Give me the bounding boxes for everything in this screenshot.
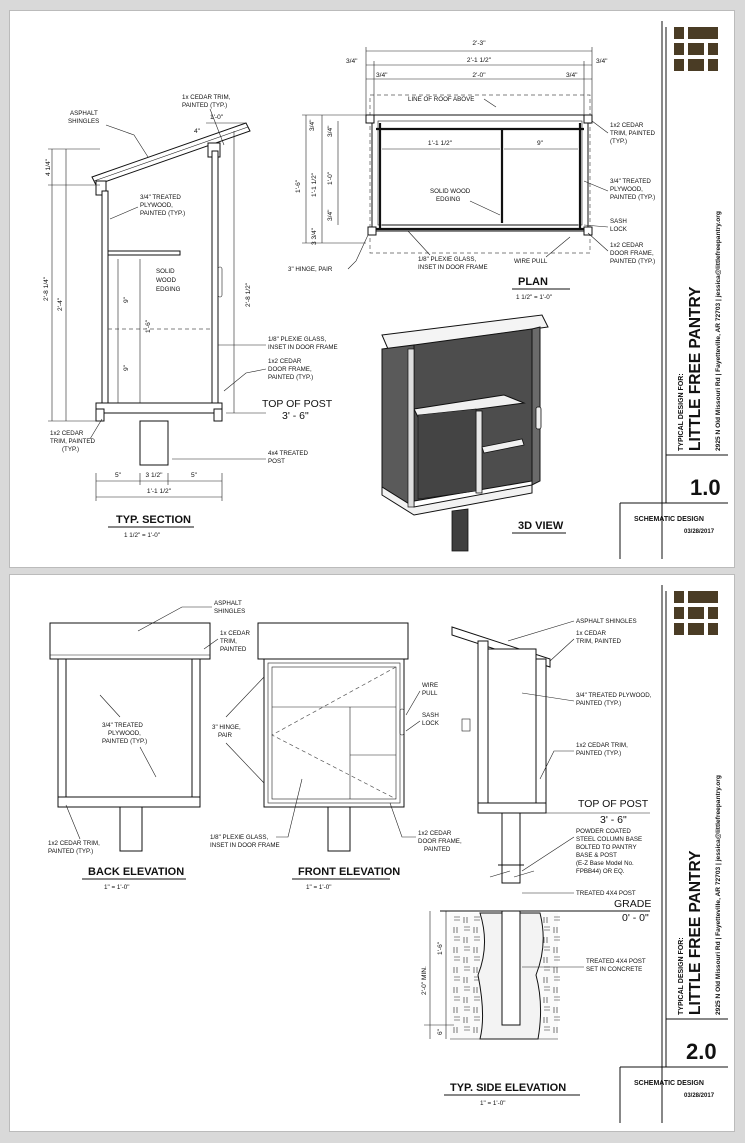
front-roof <box>258 623 408 659</box>
dim-9b: 9" <box>123 364 130 371</box>
plan-dim-2-0: 2'-0" <box>472 72 486 79</box>
dim-4-1-4: 4 1/4" <box>45 158 52 176</box>
section-post <box>140 421 168 465</box>
section-trim2-label-1: 1x2 CEDAR <box>50 430 84 437</box>
side-grade: GRADE <box>614 898 652 910</box>
section-trim-label-1: 1x CEDAR TRIM, <box>182 94 231 101</box>
front-sash-2: LOCK <box>422 720 439 727</box>
side-trim2-1: 1x2 CEDAR TRIM, <box>576 742 628 749</box>
section-shingles-label-2: SHINGLES <box>68 118 100 125</box>
plan-plywood-label-2: PLYWOOD, <box>610 186 643 193</box>
section-trim2-label-2: TRIM, PAINTED <box>50 438 95 445</box>
dim-1-1-1-2: 1'-1 1/2" <box>146 488 172 495</box>
side-shingles: ASPHALT SHINGLES <box>576 618 637 625</box>
section-top-of-post-value: 3' - 6" <box>282 410 309 422</box>
dim-5b: 5" <box>190 472 198 479</box>
plan-title: PLAN <box>518 276 548 288</box>
back-trim2-1: 1x2 CEDAR TRIM, <box>48 840 100 847</box>
back-shingles-1: ASPHALT <box>214 600 242 607</box>
tb2-sheet-number: 2.0 <box>686 1039 717 1064</box>
front-door-1: 1x2 CEDAR <box>418 830 452 837</box>
dim-2-4: 2'-4" <box>57 297 64 311</box>
side-concrete-1: TREATED 4X4 POST <box>586 958 646 965</box>
section-scale: 1 1/2" = 1'-0" <box>124 532 160 539</box>
plan-hinge-label: 3" HINGE, PAIR <box>288 266 333 273</box>
back-title: BACK ELEVATION <box>88 866 185 878</box>
back-scale: 1" = 1'-0" <box>104 884 130 891</box>
plan-outline <box>372 115 588 231</box>
side-dim-2-0-min: 2'-0" MIN. <box>421 966 428 995</box>
plan-edging-label-2: EDGING <box>436 196 461 203</box>
back-plywood-3: PAINTED (TYP.) <box>102 738 148 745</box>
front-wire-2: PULL <box>422 690 438 697</box>
back-plywood-1: 3/4" TREATED <box>102 722 143 729</box>
side-trim-2: TRIM, PAINTED <box>576 638 621 645</box>
side-dim-6: 6" <box>437 1028 444 1035</box>
section-plexi-label-1: 1/8" PLEXIE GLASS, <box>268 336 327 343</box>
side-base-3: BOLTED TO PANTRY <box>576 844 637 851</box>
side-grade-value: 0' - 0" <box>622 912 649 924</box>
plan-trim-label-1: 1x2 CEDAR <box>610 122 644 129</box>
plan-door-label-2: DOOR FRAME, <box>610 250 654 257</box>
tb1-phase: SCHEMATIC DESIGN <box>634 516 704 523</box>
side-plywood-2: PAINTED (TYP.) <box>576 700 622 707</box>
back-trim-2: TRIM, <box>220 638 237 645</box>
front-hinge-1: 3" HINGE, <box>212 724 241 731</box>
back-trim2-2: PAINTED (TYP.) <box>48 848 94 855</box>
back-trim-3: PAINTED <box>220 646 247 653</box>
section-edging-label-3: EDGING <box>156 286 181 293</box>
tb2-typical-for: TYPICAL DESIGN FOR: <box>678 937 685 1015</box>
plan-plywood-label-1: 3/4" TREATED <box>610 178 651 185</box>
side-base-6: FPBB44) OR EQ. <box>576 868 625 875</box>
plan-dim-3-4-v2: 3/4" <box>327 125 334 137</box>
front-door-2: DOOR FRAME, <box>418 838 462 845</box>
title-block-1 <box>620 21 728 559</box>
dim-9a: 9" <box>123 296 130 303</box>
section-edging-label-1: SOLID <box>156 268 175 275</box>
plan-dim-3-3-4: 3 3/4" <box>311 227 318 245</box>
plan-dim-3-4-v1: 3/4" <box>309 119 316 131</box>
drawing-sheet-1 <box>9 10 735 568</box>
back-shingles-2: SHINGLES <box>214 608 246 615</box>
side-title: TYP. SIDE ELEVATION <box>450 1082 567 1094</box>
front-box <box>264 659 404 807</box>
section-front-wall <box>212 151 218 413</box>
section-post-label-2: POST <box>268 458 285 465</box>
plan-plexi-label-1: 1/8" PLEXIE GLASS, <box>418 256 477 263</box>
view-3d-drawing <box>382 315 566 551</box>
plan-trim-label-2: TRIM, PAINTED <box>610 130 655 137</box>
front-sash-1: SASH <box>422 712 439 719</box>
section-title: TYP. SECTION <box>116 514 191 526</box>
front-post <box>328 807 350 851</box>
side-dim-1-6: 1'-6" <box>437 941 444 955</box>
plan-dim-3-4-v3: 3/4" <box>327 209 334 221</box>
sheet-2-drawing <box>10 575 736 1133</box>
side-base-1: POWDER COATED <box>576 828 631 835</box>
pantry-logo-icon <box>674 27 718 71</box>
front-plexi-1: 1/8" PLEXIE GLASS, <box>210 834 269 841</box>
front-hinge-2: PAIR <box>218 732 232 739</box>
dim-3-1-2: 3 1/2" <box>145 472 163 479</box>
plan-roof-label: LINE OF ROOF ABOVE <box>408 96 475 103</box>
back-plywood-2: PLYWOOD, <box>108 730 141 737</box>
front-elevation-drawing <box>210 623 462 891</box>
side-trim-1: 1x CEDAR <box>576 630 606 637</box>
dim-5a: 5" <box>114 472 122 479</box>
section-door-label-2: DOOR FRAME, <box>268 366 312 373</box>
side-base-2: STEEL COLUMN BASE <box>576 836 643 843</box>
tb1-address: 2925 N Old Missouri Rd | Fayetteville, AR 72703 | jessica@littlefreepantry.org <box>715 211 722 451</box>
section-plywood-label-3: PAINTED (TYP.) <box>140 210 186 217</box>
section-post-label-1: 4x4 TREATED <box>268 450 309 457</box>
tb2-address: 2925 N Old Missouri Rd | Fayetteville, AR 72703 | jessica@littlefreepantry.org <box>715 775 722 1015</box>
plan-dim-3-4b: 3/4" <box>596 58 608 65</box>
side-treated-post: TREATED 4X4 POST <box>576 890 636 897</box>
plan-dim-2-3: 2'-3" <box>472 40 486 47</box>
section-trim2-label-3: (TYP.) <box>62 446 80 453</box>
front-title: FRONT ELEVATION <box>298 866 401 878</box>
side-top-of-post-value: 3' - 6" <box>600 814 627 826</box>
plan-wire-label: WIRE PULL <box>514 258 548 265</box>
plan-scale: 1 1/2" = 1'-0" <box>516 294 552 301</box>
tb1-date: 03/28/2017 <box>684 529 715 535</box>
section-door-label-3: PAINTED (TYP.) <box>268 374 314 381</box>
drawing-sheet-2 <box>9 574 735 1132</box>
back-roof <box>50 623 210 659</box>
pantry-logo-icon <box>674 591 718 635</box>
section-plexi-label-2: INSET IN DOOR FRAME <box>268 344 338 351</box>
plan-dim-2-1-1-2: 2'-1 1/2" <box>466 57 492 64</box>
plan-sash-label-1: SASH <box>610 218 627 225</box>
tb1-sheet-number: 1.0 <box>690 475 721 500</box>
side-concrete-2: SET IN CONCRETE <box>586 966 643 973</box>
view-3d-title: 3D VIEW <box>518 520 564 532</box>
tb2-project: LITTLE FREE PANTRY <box>687 850 704 1015</box>
side-elevation-drawing <box>421 618 652 1107</box>
tb1-typical-for: TYPICAL DESIGN FOR: <box>678 373 685 451</box>
title-block-2 <box>620 585 728 1123</box>
side-top-of-post: TOP OF POST <box>578 798 649 810</box>
side-front-trim <box>536 659 546 813</box>
plan-dim-3-4d: 3/4" <box>566 72 578 79</box>
plan-dim-1-1-1-2v: 1'-1 1/2" <box>311 172 318 197</box>
dim-4-inch: 4" <box>194 128 201 135</box>
plan-dim-9: 9" <box>536 140 544 147</box>
plan-plywood-label-3: PAINTED (TYP.) <box>610 194 656 201</box>
side-trim2-2: PAINTED (TYP.) <box>576 750 622 757</box>
side-scale: 1" = 1'-0" <box>480 1100 506 1107</box>
section-plywood-label-1: 3/4" TREATED <box>140 194 181 201</box>
front-plexi-2: INSET IN DOOR FRAME <box>210 842 280 849</box>
section-shingles-label-1: ASPHALT <box>70 110 98 117</box>
tb1-project: LITTLE FREE PANTRY <box>687 286 704 451</box>
side-base-5: (E-Z Base Model No. <box>576 860 634 867</box>
front-wire-1: WIRE <box>422 682 439 689</box>
tb2-phase: SCHEMATIC DESIGN <box>634 1080 704 1087</box>
plan-dim-1-0: 1'-0" <box>327 171 334 185</box>
side-base-4: BASE & POST <box>576 852 617 859</box>
back-trim-1: 1x CEDAR <box>220 630 250 637</box>
plan-door-label-3: PAINTED (TYP.) <box>610 258 656 265</box>
section-door-label-1: 1x2 CEDAR <box>268 358 302 365</box>
plan-plexi-label-2: INSET IN DOOR FRAME <box>418 264 488 271</box>
plan-trim-label-3: (TYP.) <box>610 138 628 145</box>
dim-2-8-1-2: 2'-8 1/2" <box>245 282 252 307</box>
section-edging-label-2: WOOD <box>156 277 176 284</box>
section-trim-label-2: PAINTED (TYP.) <box>182 102 228 109</box>
section-back-wall <box>102 191 108 413</box>
plan-drawing <box>288 40 655 301</box>
typ-section-drawing <box>43 94 338 539</box>
sheet-1-drawing <box>10 11 736 569</box>
dim-2-8-1-4: 2'-8 1/4" <box>43 276 50 301</box>
front-door-3: PAINTED <box>424 846 451 853</box>
back-post <box>120 807 142 851</box>
dim-1-6: 1'-6" <box>145 319 152 333</box>
tb2-date: 03/28/2017 <box>684 1093 715 1099</box>
dim-1-0: 1'-0" <box>210 114 224 121</box>
plan-sash-label-2: LOCK <box>610 226 627 233</box>
section-floor <box>96 403 222 413</box>
plan-dim-1-6: 1'-6" <box>295 179 302 193</box>
side-plywood-1: 3/4" TREATED PLYWOOD, <box>576 692 652 699</box>
side-back-trim <box>478 641 488 813</box>
plan-dim-1-1-1-2: 1'-1 1/2" <box>427 140 453 147</box>
front-scale: 1" = 1'-0" <box>306 884 332 891</box>
section-plywood-label-2: PLYWOOD, <box>140 202 173 209</box>
plan-dim-3-4a: 3/4" <box>346 58 358 65</box>
plan-dim-3-4c: 3/4" <box>376 72 388 79</box>
plan-edging-label-1: SOLID WOOD <box>430 188 471 195</box>
plan-door-label-1: 1x2 CEDAR <box>610 242 644 249</box>
section-top-of-post: TOP OF POST <box>262 398 333 410</box>
